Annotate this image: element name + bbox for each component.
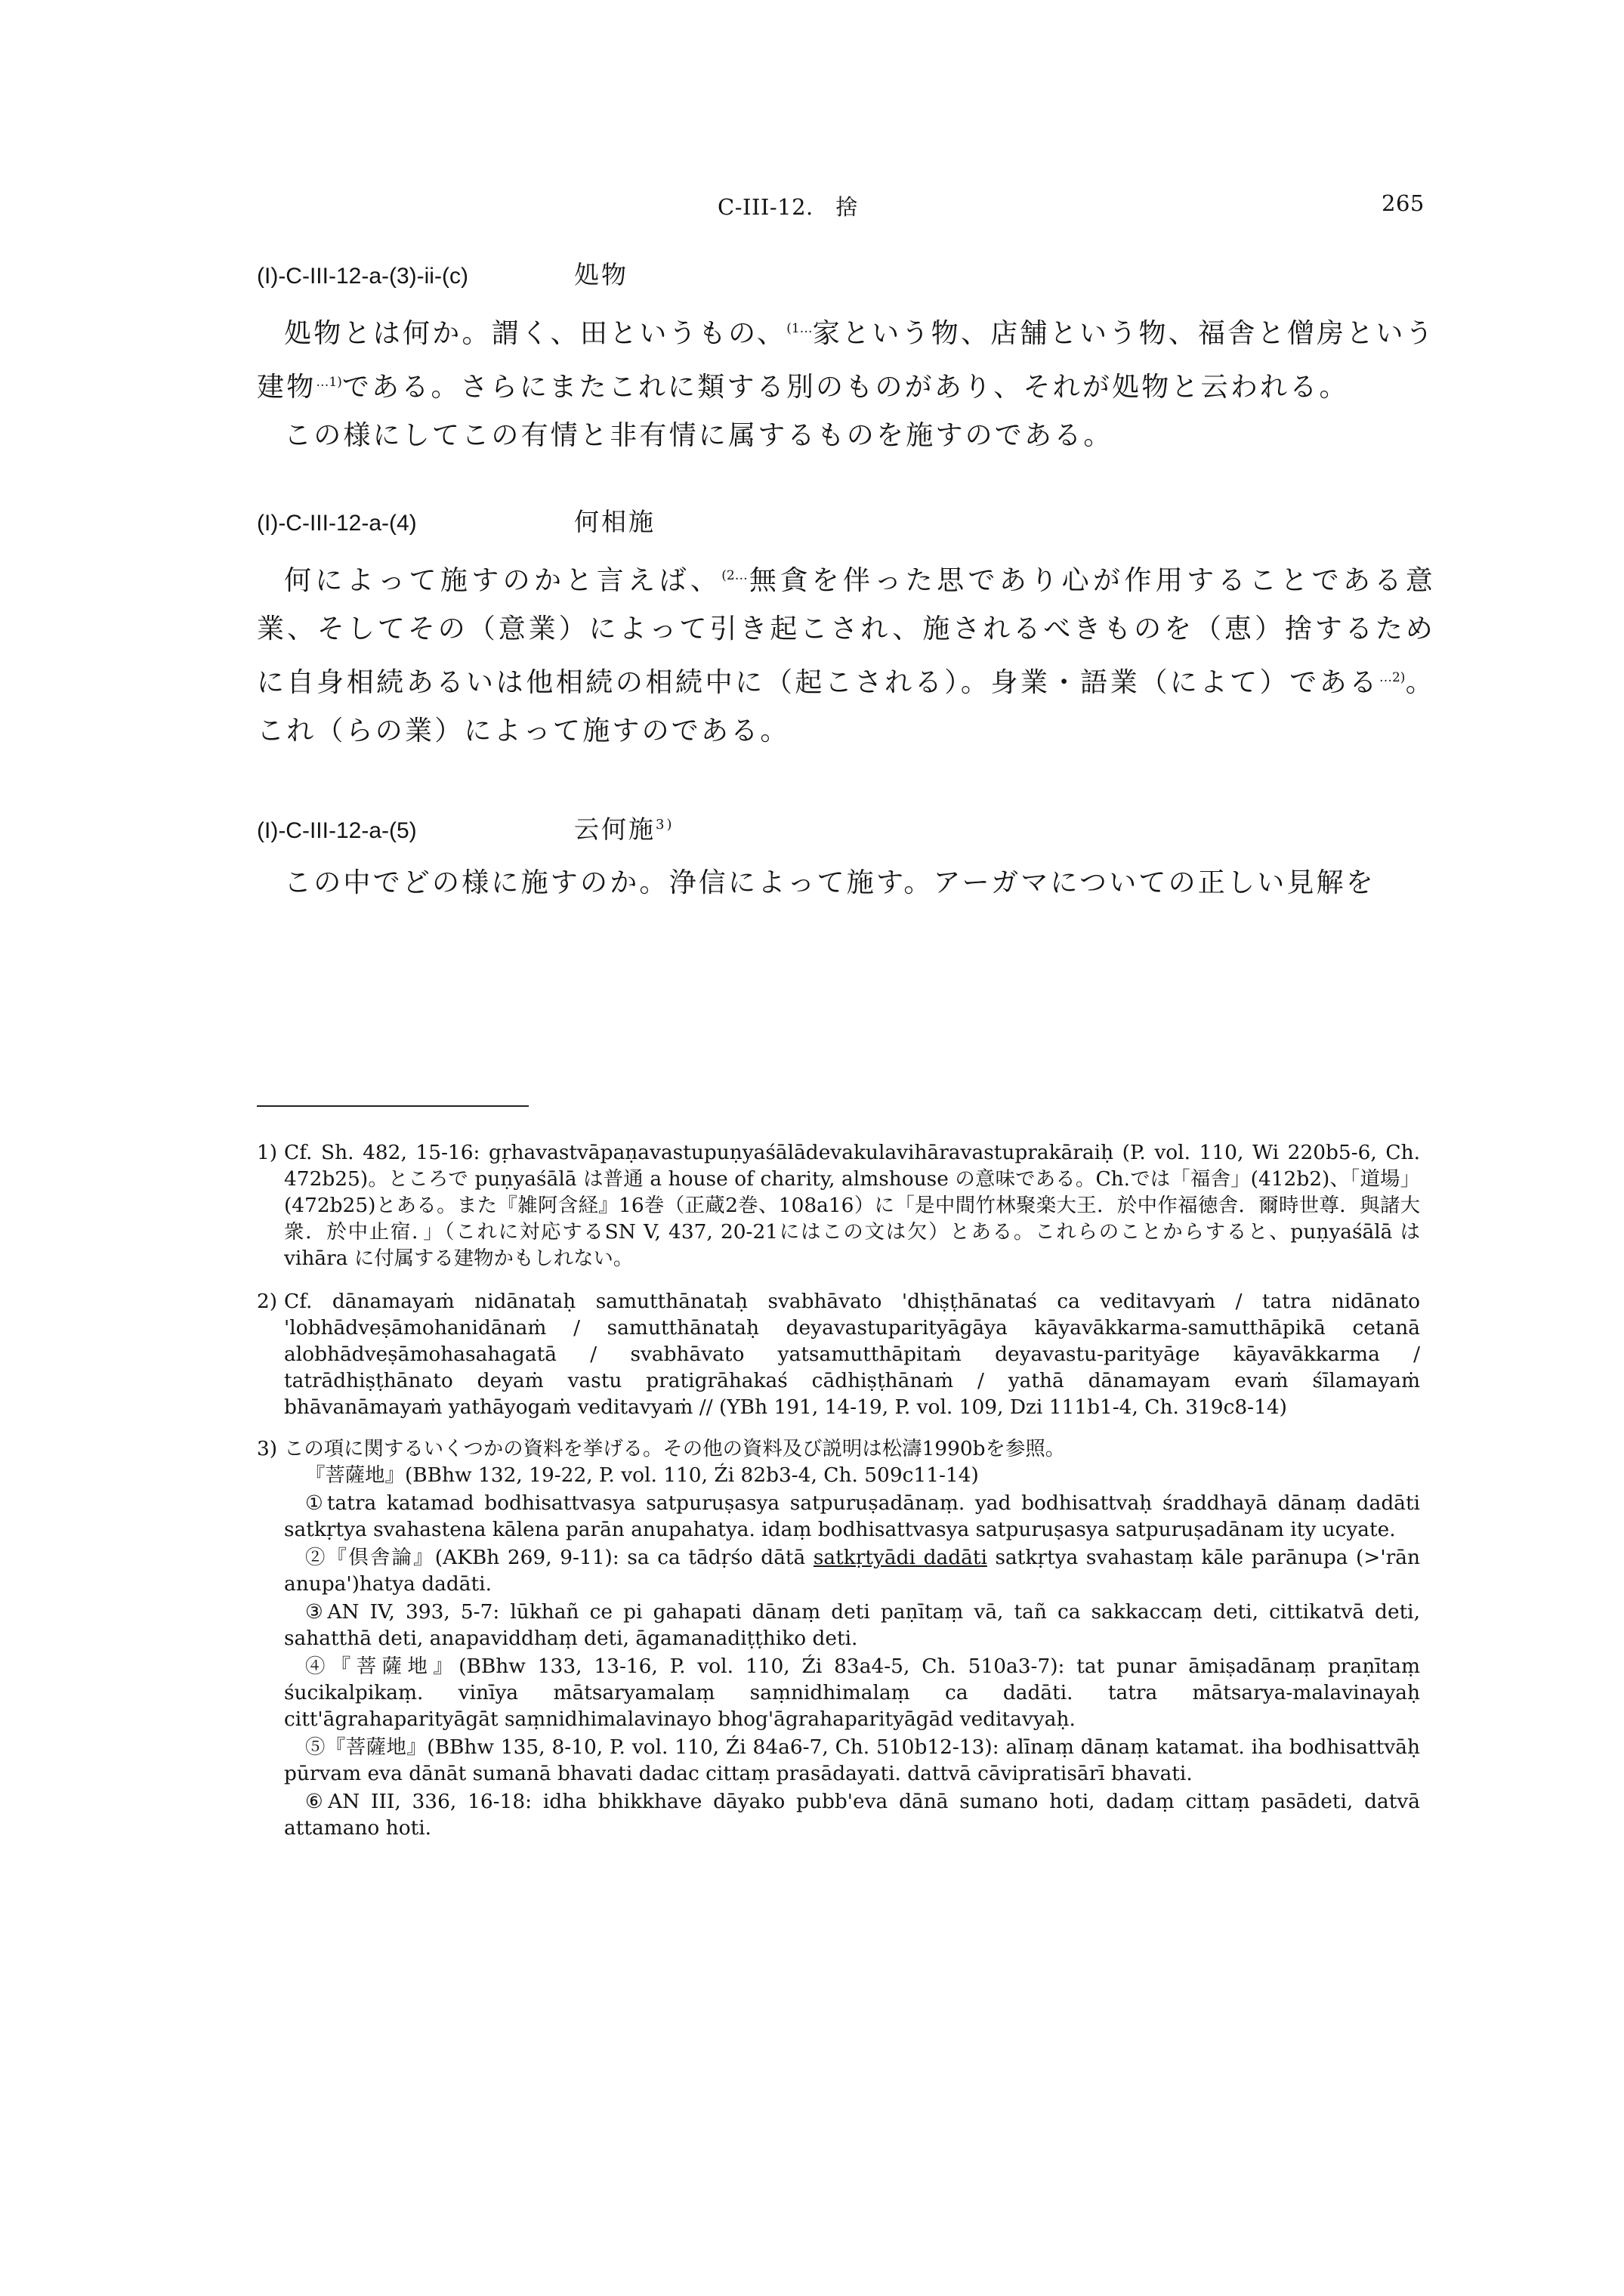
footnote-item-4: ④『菩薩地』(BBhw 133, 13-16, P. vol. 110, Źi 83a4-5, Ch. 510a3-7): tat punar āmiṣadānaṃ praṇītaṃ śucikalpikaṃ. vinīya mātsaryamalaṃ saṃnidhimalaṃ ca dadāti. tatra mātsarya-malavinayaḥ citt'āgrahaparityāgāt saṃnidhimalavinayo bhog'āgrahaparityāgād veditavyaḥ.: [284, 1655, 1420, 1731]
footnote-item-1: ①tatra katamad bodhisattvasya satpuruṣasya satpuruṣadānaṃ. yad bodhisattvaḥ śraddhayā dānaṃ dadāti satkṛtya svahastena kālena parān anupahatya. idaṃ bodhisattvasya satpuruṣasya satpuruṣadānam ity ucyate.: [284, 1491, 1420, 1541]
footnote-text: Cf. dānamayaṁ nidānataḥ samutthānataḥ svabhāvato 'dhiṣṭhānataś ca veditavyaṁ / tatra nidānato 'lobhādveṣāmohanidānaṁ / samutthānataḥ deyavastuparityāgāya kāyavākkarma-samutthāpikā cetanā alobhādveṣāmohasahagatā / svabhāvato yatsamutthāpitaṁ deyavastu-parityāge kāyavākkarma / tatrādhiṣṭhānato deyaṁ vastu pratigrāhakaś cādhiṣṭhānaṁ / yathā dānamayam evaṁ śīlamayaṁ bhāvanāmayaṁ yathāyogaṁ veditavyaṁ // (YBh 191, 14-19, P. vol. 109, Dzi 111b1-4, Ch. 319c8-14): [284, 1290, 1420, 1419]
section-code: (I)-C-III-12-a-(4): [257, 511, 417, 536]
footnote-intro: この項に関するいくつかの資料を挙げる。その他の資料及び説明は松濤1990bを参照。: [284, 1437, 1066, 1460]
footnote-text: Cf. Sh. 482, 15-16: gṛhavastvāpaṇavastupuṇyaśālādevakulavihāravastuprakāraiḥ (P. vol. 110, Wi 220b5-6, Ch. 472b25)。ところで puṇyaśālā は普通 a house of charity, almshouse の意味である。Ch.では「福舎」(412b2)、「道場」(472b25)とある。また『雑阿含経』16巻（正蔵2巻、108a16）に「是中間竹林聚楽大王．於中作福徳舎．爾時世尊．與諸大衆．於中止宿．」（これに対応するSN V, 437, 20-21にはこの文は欠）とある。これらのことからすると、puṇyaśālā は vihāra に付属する建物かもしれない。: [284, 1141, 1420, 1270]
section-body: 何によって施すのかと言えば、$^{(2\dots}$無貪を伴った思であり心が作用することである意業、そしてその（意業）によって引き起こされ、施されるべきものを（恵）捨するために自身相続あるいは他相続の相続中に（起こされる）。身業・語業（によて）である$^{\dots 2)}$。これ（らの業）によって施すのである。: [257, 565, 1436, 746]
footnote-item-6: ⑥AN III, 336, 16-18: idha bhikkhave dāyako pubb'eva dānā sumano hoti, dadaṃ cittaṃ pasādeti, datvā attamano hoti.: [284, 1790, 1420, 1840]
section-body-2: この様にしてこの有情と非有情に属するものを施すのである。: [284, 420, 1113, 451]
section-heading: [257, 502, 1435, 538]
footnote-2: [257, 1288, 1420, 1420]
section-5: [257, 810, 1435, 907]
section-heading: [257, 255, 1435, 291]
section-4: [257, 502, 1435, 756]
footnote-3: [257, 1435, 1420, 1841]
section-3-ii-c: [257, 255, 1435, 460]
section-code: (I)-C-III-12-a-(3)-ii-(c): [257, 264, 468, 289]
footnote-1: [257, 1139, 1420, 1272]
footnote-source: 『菩薩地』(BBhw 132, 19-22, P. vol. 110, Źi 82b3-4, Ch. 509c11-14): [305, 1463, 979, 1487]
footnote-ref: (1…: [786, 321, 813, 336]
section-title: 云何施$^{3)}$: [574, 814, 675, 844]
footnote-item-3: ③AN IV, 393, 5-7: lūkhañ ce pi gahapati dānaṃ deti paṇītaṃ vā, tañ ca sakkaccaṃ deti, cittikatvā deti, sahatthā deti, anapaviddhaṃ deti, āgamanadiṭṭhiko deti.: [284, 1600, 1420, 1650]
section-body: この中でどの様に施すのか。浄信によって施す。アーガマについての正しい見解を: [284, 867, 1376, 898]
footnote-number: 3): [257, 1437, 278, 1460]
section-title: 処物: [574, 260, 628, 289]
page-number: 265: [1382, 190, 1425, 216]
footnote-ref: (2…: [721, 568, 748, 583]
footnote-ref: …1): [316, 375, 342, 390]
footnote-number: 2): [257, 1290, 278, 1313]
running-title: C-III-12. 捨: [718, 194, 858, 220]
section-title: 何相施: [574, 507, 656, 536]
footnote-rule: [257, 1105, 529, 1107]
footnote-ref: …2): [1379, 670, 1406, 685]
section-body: 処物とは何か。謂く、田というもの、$^{(1\dots}$家という物、店舗という物、福舎と僧房という建物$^{\dots 1)}$である。さらにまたこれに類する別のものがあり、それが処物と云われる。: [257, 318, 1435, 403]
section-heading: [257, 810, 1435, 845]
footnote-number: 1): [257, 1141, 278, 1164]
section-code: (I)-C-III-12-a-(5): [257, 818, 417, 843]
footnote-item-5: ⑤『菩薩地』(BBhw 135, 8-10, P. vol. 110, Źi 84a6-7, Ch. 510b12-13): alīnaṃ dānaṃ katamat. iha bodhisattvāḥ pūrvam eva dānāt sumanā bhavati dadac cittaṃ prasādayati. dattvā cāvipratisārī bhavati.: [284, 1735, 1420, 1785]
footnotes: [257, 1139, 1420, 1841]
footnote-item-2: ②『倶舎論』(AKBh 269, 9-11): sa ca tādṛśo dātā satkṛtyādi dadāti satkṛtya svahastaṃ kāle parānupa (>'rān anupa')hatya dadāti.: [284, 1546, 1420, 1596]
